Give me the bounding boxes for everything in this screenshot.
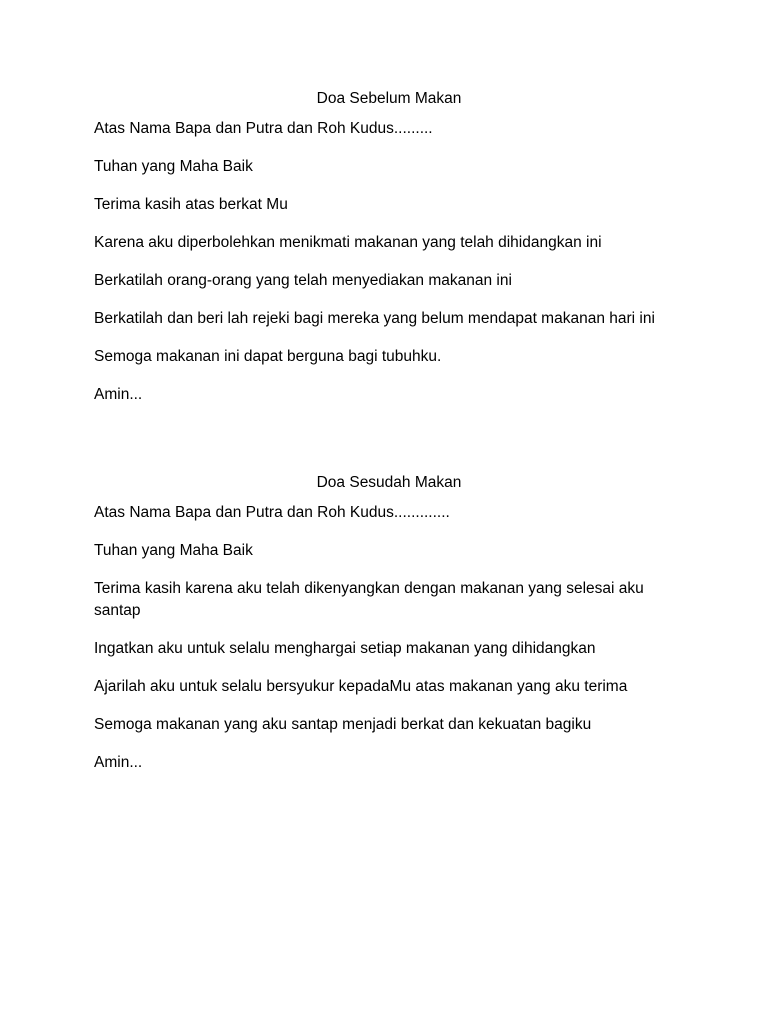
prayer-line: Terima kasih karena aku telah dikenyangkan dengan makanan yang selesai aku santap — [94, 580, 644, 619]
prayer-line: Tuhan yang Maha Baik — [94, 542, 253, 559]
prayer-after-meal — [94, 473, 684, 790]
prayer-line: Tuhan yang Maha Baik — [94, 158, 253, 175]
prayer-line: Semoga makanan ini dapat berguna bagi tubuhku. — [94, 348, 442, 365]
prayer-line: Atas Nama Bapa dan Putra dan Roh Kudus......... — [94, 120, 433, 137]
prayer-line: Berkatilah dan beri lah rejeki bagi mereka yang belum mendapat makanan hari ini — [94, 310, 655, 327]
prayer-before-meal — [94, 89, 684, 422]
section-title: Doa Sesudah Makan — [316, 474, 462, 491]
prayer-line: Ajarilah aku untuk selalu bersyukur kepadaMu atas makanan yang aku terima — [94, 678, 628, 695]
prayer-line: Amin... — [94, 754, 143, 771]
prayer-line: Karena aku diperbolehkan menikmati makanan yang telah dihidangkan ini — [94, 234, 602, 251]
prayer-line: Atas Nama Bapa dan Putra dan Roh Kudus............. — [94, 504, 450, 521]
prayer-line: Amin... — [94, 386, 143, 403]
prayer-line: Terima kasih atas berkat Mu — [94, 196, 288, 213]
prayer-line: Ingatkan aku untuk selalu menghargai setiap makanan yang dihidangkan — [94, 640, 596, 657]
prayer-line: Semoga makanan yang aku santap menjadi berkat dan kekuatan bagiku — [94, 716, 592, 733]
prayer-line: Berkatilah orang-orang yang telah menyediakan makanan ini — [94, 272, 512, 289]
section-title: Doa Sebelum Makan — [316, 90, 462, 107]
